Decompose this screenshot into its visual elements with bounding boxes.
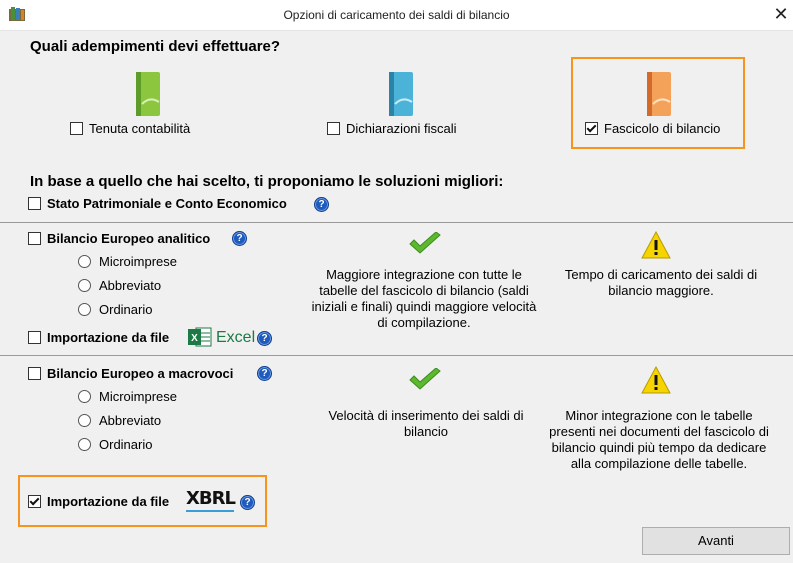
excel-icon	[188, 326, 212, 348]
warning-icon	[641, 231, 671, 259]
radio-ordinario[interactable]	[78, 438, 91, 451]
radio-abbreviato[interactable]	[78, 414, 91, 427]
import-excel-option[interactable]	[28, 330, 169, 345]
macrovoci-radio-abbreviato[interactable]	[78, 413, 161, 428]
section-heading-adempimenti: Quali adempimenti devi effettuare?	[30, 38, 281, 55]
xbrl-logo-underline	[186, 510, 234, 512]
fascicolo-bilancio-book-icon	[643, 70, 673, 118]
dichiarazioni-fiscali-label: Dichiarazioni fiscali	[346, 121, 457, 136]
fascicolo-bilancio-label: Fascicolo di bilancio	[604, 121, 721, 136]
macrovoci-radio-microimprese[interactable]	[78, 389, 177, 404]
xbrl-logo: XBRL	[186, 488, 235, 509]
analitico-radio-abbreviato[interactable]	[78, 278, 161, 293]
bilancio-macrovoci-option[interactable]	[28, 366, 233, 381]
radio-label: Ordinario	[99, 437, 153, 452]
dichiarazioni-fiscali-checkbox[interactable]	[327, 122, 340, 135]
separator-2	[0, 355, 793, 356]
tenuta-contabilita-option[interactable]	[70, 121, 190, 136]
radio-label: Microimprese	[99, 389, 178, 404]
tenuta-contabilita-label: Tenuta contabilità	[89, 121, 191, 136]
analitico-radio-ordinario[interactable]	[78, 302, 152, 317]
bilancio-macrovoci-label: Bilancio Europeo a macrovoci	[47, 366, 234, 381]
bilancio-macrovoci-checkbox[interactable]	[28, 367, 41, 380]
radio-label: Microimprese	[99, 254, 178, 269]
tenuta-contabilita-book-icon	[132, 70, 162, 118]
stato-patrimoniale-label: Stato Patrimoniale e Conto Economico	[47, 196, 287, 211]
help-icon-bilancio-macrovoci[interactable]: ?	[257, 366, 272, 381]
check-mark-icon	[408, 232, 442, 256]
help-icon-stato-patrimoniale[interactable]: ?	[314, 197, 329, 212]
import-excel-label: Importazione da file	[47, 330, 170, 345]
stato-patrimoniale-checkbox[interactable]	[28, 197, 41, 210]
window-title: Opzioni di caricamento dei saldi di bilancio	[283, 8, 510, 22]
radio-microimprese[interactable]	[78, 255, 91, 268]
radio-ordinario[interactable]	[78, 303, 91, 316]
help-icon-import-xbrl[interactable]: ?	[240, 495, 255, 510]
next-button[interactable]: Avanti	[642, 527, 790, 555]
import-xbrl-label: Importazione da file	[47, 494, 170, 509]
radio-label: Abbreviato	[99, 278, 162, 293]
radio-microimprese[interactable]	[78, 390, 91, 403]
dichiarazioni-fiscali-option[interactable]	[327, 121, 457, 136]
close-icon[interactable]: ✕	[773, 4, 789, 24]
macrovoci-con-text: Minor integrazione con le tabelle presenti nei documenti del fascicolo di bilancio quindi più tempo da dedicare alla compilazione delle tabelle.	[549, 408, 769, 471]
analitico-con-text: Tempo di caricamento dei saldi di bilancio maggiore.	[564, 267, 758, 298]
tenuta-contabilita-checkbox[interactable]	[70, 122, 83, 135]
dichiarazioni-fiscali-book-icon	[385, 70, 415, 118]
warning-icon	[641, 366, 671, 394]
stato-patrimoniale-option[interactable]	[28, 196, 287, 211]
macrovoci-radio-ordinario[interactable]	[78, 437, 152, 452]
import-excel-checkbox[interactable]	[28, 331, 41, 344]
import-xbrl-checkbox[interactable]	[28, 495, 41, 508]
fascicolo-bilancio-checkbox[interactable]	[585, 122, 598, 135]
radio-abbreviato[interactable]	[78, 279, 91, 292]
excel-brand-text: Excel	[216, 329, 256, 346]
fascicolo-bilancio-option[interactable]	[585, 121, 720, 136]
analitico-pro-text: Maggiore integrazione con tutte le tabelle del fascicolo di bilancio (saldi iniziali e finali) quindi maggiore velocità di compilazione.	[311, 267, 537, 330]
help-icon-bilancio-analitico[interactable]: ?	[232, 231, 247, 246]
svg-text:X: X	[191, 333, 198, 344]
check-mark-icon	[408, 368, 442, 392]
analitico-radio-microimprese[interactable]	[78, 254, 177, 269]
separator-1	[0, 222, 793, 223]
import-xbrl-option[interactable]	[28, 494, 169, 509]
radio-label: Abbreviato	[99, 413, 162, 428]
bilancio-analitico-checkbox[interactable]	[28, 232, 41, 245]
help-icon-import-excel[interactable]: ?	[257, 331, 272, 346]
macrovoci-pro-text: Velocità di inserimento dei saldi di bilancio	[328, 408, 524, 439]
bilancio-analitico-option[interactable]	[28, 231, 210, 246]
section-heading-soluzioni: In base a quello che hai scelto, ti proponiamo le soluzioni migliori:	[30, 173, 504, 190]
radio-label: Ordinario	[99, 302, 153, 317]
bilancio-analitico-label: Bilancio Europeo analitico	[47, 231, 211, 246]
